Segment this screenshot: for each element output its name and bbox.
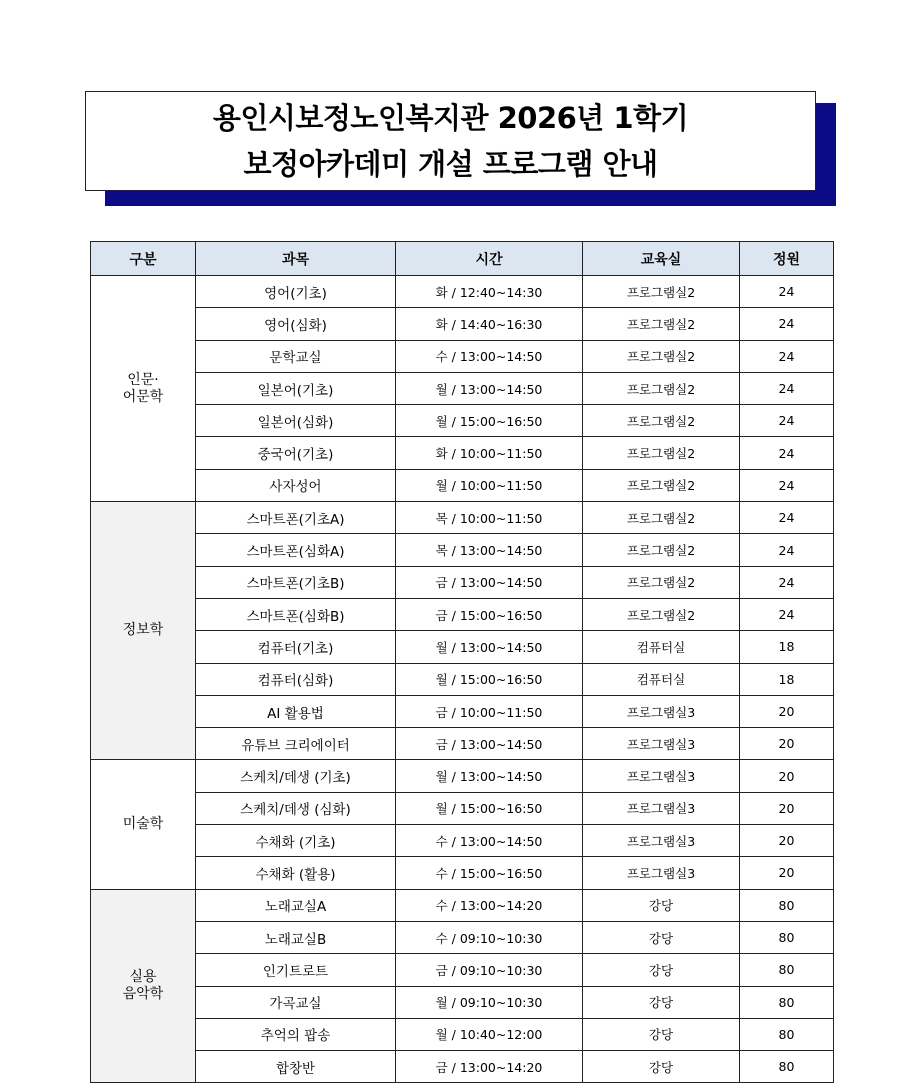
table-row	[91, 502, 834, 534]
capacity-cell: 20	[740, 825, 834, 857]
time-cell: 목 / 13:00~14:50	[396, 534, 583, 566]
room-cell: 프로그램실2	[583, 502, 740, 534]
course-cell: 컴퓨터(심화)	[196, 663, 396, 695]
time-cell: 화 / 14:40~16:30	[396, 308, 583, 340]
course-cell: 수채화 (기초)	[196, 825, 396, 857]
room-cell: 프로그램실2	[583, 566, 740, 598]
table-row	[91, 469, 834, 501]
room-cell: 프로그램실2	[583, 372, 740, 404]
room-cell: 컴퓨터실	[583, 631, 740, 663]
room-cell: 프로그램실3	[583, 728, 740, 760]
course-cell: 영어(심화)	[196, 308, 396, 340]
room-cell: 프로그램실3	[583, 695, 740, 727]
time-cell: 월 / 13:00~14:50	[396, 372, 583, 404]
capacity-cell: 24	[740, 372, 834, 404]
capacity-cell: 24	[740, 598, 834, 630]
room-cell: 프로그램실2	[583, 437, 740, 469]
header-time: 시간	[396, 242, 583, 276]
header-row	[91, 242, 834, 276]
time-cell: 금 / 13:00~14:50	[396, 566, 583, 598]
table-row	[91, 986, 834, 1018]
course-cell: AI 활용법	[196, 695, 396, 727]
course-cell: 사자성어	[196, 469, 396, 501]
room-cell: 강당	[583, 889, 740, 921]
capacity-cell: 80	[740, 1051, 834, 1083]
time-cell: 월 / 15:00~16:50	[396, 792, 583, 824]
course-cell: 스마트폰(기초B)	[196, 566, 396, 598]
capacity-cell: 80	[740, 986, 834, 1018]
room-cell: 강당	[583, 1051, 740, 1083]
capacity-cell: 20	[740, 857, 834, 889]
course-cell: 문학교실	[196, 340, 396, 372]
course-cell: 중국어(기초)	[196, 437, 396, 469]
course-cell: 일본어(심화)	[196, 405, 396, 437]
course-cell: 추억의 팝송	[196, 1018, 396, 1050]
category-cell: 미술학	[91, 760, 196, 889]
time-cell: 수 / 13:00~14:20	[396, 889, 583, 921]
time-cell: 화 / 10:00~11:50	[396, 437, 583, 469]
time-cell: 목 / 10:00~11:50	[396, 502, 583, 534]
table-row	[91, 1051, 834, 1083]
capacity-cell: 24	[740, 308, 834, 340]
course-cell: 노래교실B	[196, 921, 396, 953]
time-cell: 금 / 13:00~14:20	[396, 1051, 583, 1083]
capacity-cell: 80	[740, 954, 834, 986]
table-row	[91, 340, 834, 372]
table-row	[91, 372, 834, 404]
room-cell: 프로그램실2	[583, 469, 740, 501]
category-cell: 정보학	[91, 502, 196, 760]
time-cell: 수 / 13:00~14:50	[396, 340, 583, 372]
table-row	[91, 954, 834, 986]
time-cell: 수 / 09:10~10:30	[396, 921, 583, 953]
table-row	[91, 405, 834, 437]
room-cell: 프로그램실3	[583, 792, 740, 824]
title-line-2: 보정아카데미 개설 프로그램 안내	[243, 147, 658, 181]
course-cell: 컴퓨터(기초)	[196, 631, 396, 663]
category-cell: 인문· 어문학	[91, 276, 196, 502]
time-cell: 수 / 13:00~14:50	[396, 825, 583, 857]
course-cell: 스케치/데생 (기초)	[196, 760, 396, 792]
capacity-cell: 24	[740, 502, 834, 534]
header-category: 구분	[91, 242, 196, 276]
table-row	[91, 857, 834, 889]
table-row	[91, 598, 834, 630]
course-cell: 수채화 (활용)	[196, 857, 396, 889]
capacity-cell: 24	[740, 437, 834, 469]
table-body	[91, 276, 834, 1083]
time-cell: 금 / 09:10~10:30	[396, 954, 583, 986]
capacity-cell: 20	[740, 728, 834, 760]
capacity-cell: 24	[740, 469, 834, 501]
room-cell: 강당	[583, 954, 740, 986]
course-cell: 노래교실A	[196, 889, 396, 921]
time-cell: 월 / 10:40~12:00	[396, 1018, 583, 1050]
header-capacity: 정원	[740, 242, 834, 276]
course-cell: 일본어(기초)	[196, 372, 396, 404]
room-cell: 프로그램실3	[583, 825, 740, 857]
table-row	[91, 825, 834, 857]
capacity-cell: 24	[740, 566, 834, 598]
capacity-cell: 20	[740, 760, 834, 792]
course-cell: 스마트폰(심화B)	[196, 598, 396, 630]
table-row	[91, 566, 834, 598]
capacity-cell: 80	[740, 921, 834, 953]
time-cell: 월 / 13:00~14:50	[396, 760, 583, 792]
table-row	[91, 1018, 834, 1050]
course-cell: 유튜브 크리에이터	[196, 728, 396, 760]
capacity-cell: 80	[740, 889, 834, 921]
capacity-cell: 18	[740, 631, 834, 663]
table-row	[91, 437, 834, 469]
room-cell: 강당	[583, 921, 740, 953]
capacity-cell: 20	[740, 792, 834, 824]
table-row	[91, 631, 834, 663]
capacity-cell: 20	[740, 695, 834, 727]
table-row	[91, 728, 834, 760]
time-cell: 금 / 13:00~14:50	[396, 728, 583, 760]
time-cell: 화 / 12:40~14:30	[396, 276, 583, 308]
time-cell: 수 / 15:00~16:50	[396, 857, 583, 889]
time-cell: 월 / 13:00~14:50	[396, 631, 583, 663]
room-cell: 프로그램실2	[583, 534, 740, 566]
title-line-1: 용인시보정노인복지관 2026년 1학기	[212, 101, 689, 135]
course-cell: 인기트로트	[196, 954, 396, 986]
time-cell: 금 / 10:00~11:50	[396, 695, 583, 727]
capacity-cell: 24	[740, 276, 834, 308]
room-cell: 프로그램실3	[583, 857, 740, 889]
table-row	[91, 792, 834, 824]
time-cell: 월 / 10:00~11:50	[396, 469, 583, 501]
room-cell: 프로그램실2	[583, 340, 740, 372]
course-cell: 합창반	[196, 1051, 396, 1083]
course-cell: 스마트폰(기초A)	[196, 502, 396, 534]
header-room: 교육실	[583, 242, 740, 276]
time-cell: 월 / 15:00~16:50	[396, 663, 583, 695]
category-cell: 실용 음악학	[91, 889, 196, 1083]
course-cell: 스케치/데생 (심화)	[196, 792, 396, 824]
room-cell: 프로그램실2	[583, 276, 740, 308]
table-row	[91, 308, 834, 340]
room-cell: 강당	[583, 1018, 740, 1050]
table-row	[91, 695, 834, 727]
room-cell: 프로그램실2	[583, 598, 740, 630]
capacity-cell: 24	[740, 534, 834, 566]
time-cell: 금 / 15:00~16:50	[396, 598, 583, 630]
room-cell: 컴퓨터실	[583, 663, 740, 695]
table-row	[91, 276, 834, 308]
title-box	[85, 91, 816, 191]
time-cell: 월 / 15:00~16:50	[396, 405, 583, 437]
capacity-cell: 24	[740, 340, 834, 372]
time-cell: 월 / 09:10~10:30	[396, 986, 583, 1018]
header-course: 과목	[196, 242, 396, 276]
table-row	[91, 534, 834, 566]
program-table	[90, 241, 834, 1083]
capacity-cell: 24	[740, 405, 834, 437]
room-cell: 프로그램실2	[583, 405, 740, 437]
room-cell: 프로그램실3	[583, 760, 740, 792]
capacity-cell: 80	[740, 1018, 834, 1050]
table-row	[91, 921, 834, 953]
capacity-cell: 18	[740, 663, 834, 695]
table-row	[91, 663, 834, 695]
room-cell: 프로그램실2	[583, 308, 740, 340]
course-cell: 스마트폰(심화A)	[196, 534, 396, 566]
table-row	[91, 889, 834, 921]
course-cell: 가곡교실	[196, 986, 396, 1018]
course-cell: 영어(기초)	[196, 276, 396, 308]
table-row	[91, 760, 834, 792]
room-cell: 강당	[583, 986, 740, 1018]
